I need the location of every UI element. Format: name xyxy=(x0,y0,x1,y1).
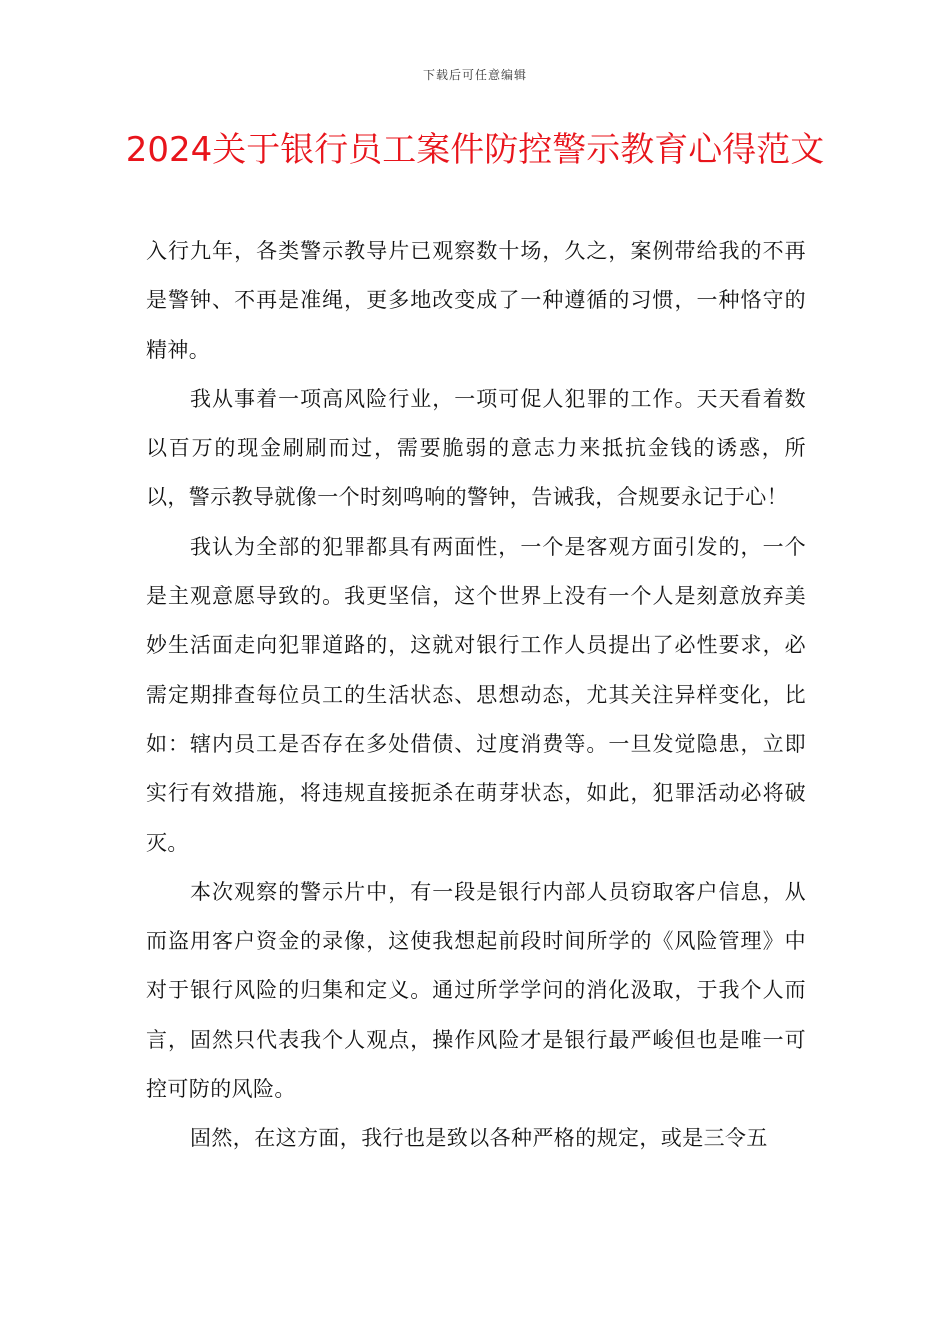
header-note: 下载后可任意编辑 xyxy=(422,68,527,82)
paragraph-1: 入行九年，各类警示教导片已观察数十场，久之，案例带给我的不再是警钟、不再是准绳，更多地改变成了一种遵循的习惯，一种恪守的精神。 xyxy=(146,239,806,362)
paragraph-5: 固然，在这方面，我行也是致以各种严格的规定，或是三令五 xyxy=(190,1126,768,1151)
paragraph-2: 我从事着一项高风险行业，一项可促人犯罪的工作。天天看着数以百万的现金刷刷而过，需要脆弱的意志力来抵抗金钱的诱惑，所以，警示教导就像一个时刻鸣响的警钟，告诫我，合规要永记于心！ xyxy=(146,386,806,510)
paragraph-4: 本次观察的警示片中，有一段是银行内部人员窃取客户信息，从而盗用客户资金的录像，这使我想起前段时间所学的《风险管理》中对于银行风险的归集和定义。通过所学学问的消化汲取，于我个人而言，固然只代表我个人观点，操作风险才是银行最严峻但也是唯一可控可防的风险。 xyxy=(146,879,806,1102)
paragraph-3: 我认为全部的犯罪都具有两面性，一个是客观方面引发的，一个是主观意愿导致的。我更坚信，这个世界上没有一个人是刻意放弃美妙生活面走向犯罪道路的，这就对银行工作人员提出了必性要求，必需定期排查每位员工的生活状态、思想动态，尤其关注异样变化，比如：辖内员工是否存在多处借债、过度消费等。一旦发觉隐患，立即实行有效措施，将违规直接扼杀在萌芽状态，如此，犯罪活动必将破灭。 xyxy=(146,534,806,855)
document-title: 2024关于银行员工案件防控警示教育心得范文 xyxy=(125,130,825,170)
document-body xyxy=(146,227,806,1164)
